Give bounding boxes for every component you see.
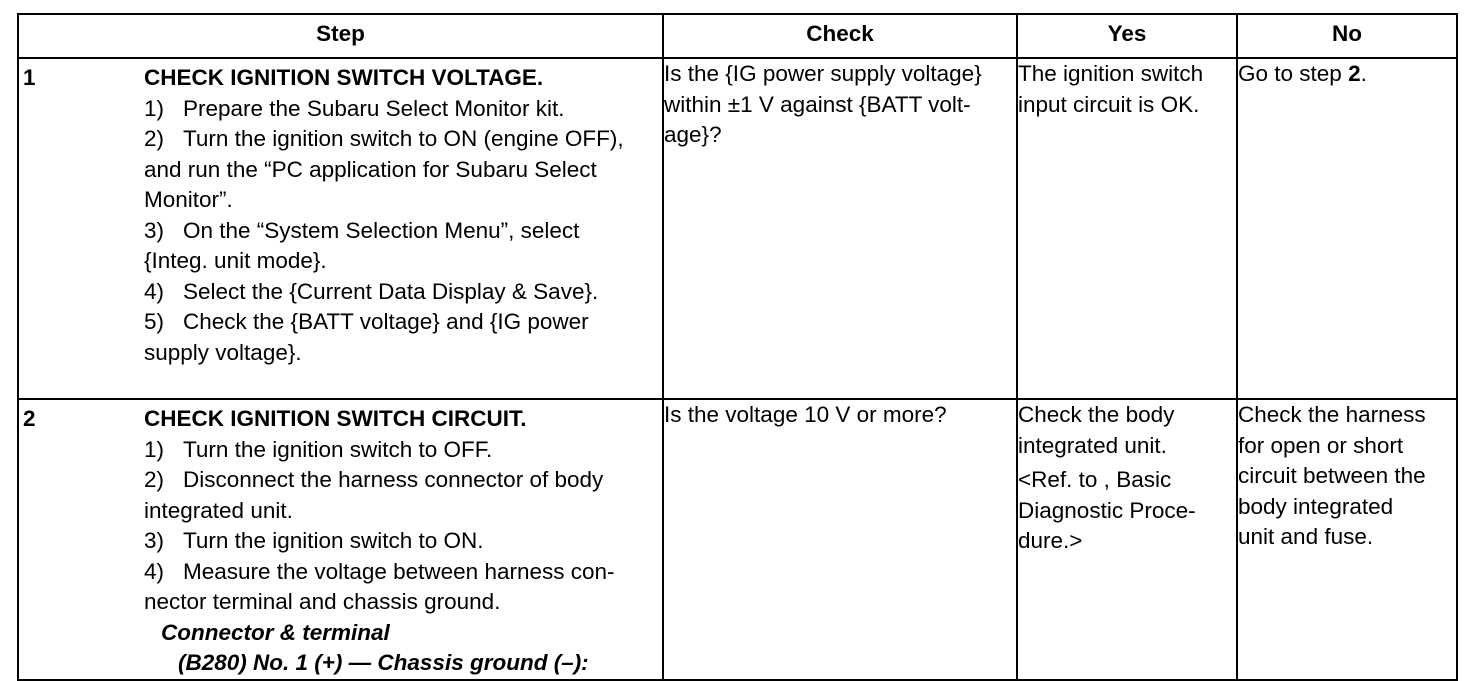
step-number: 1: [23, 65, 36, 90]
yes-line: integrated unit.: [1018, 432, 1167, 458]
yes-line: Check the body: [1018, 402, 1175, 427]
table-header-row: [18, 14, 1457, 58]
table-row: [18, 58, 1457, 399]
substep-text: Turn the ignition switch to ON (engine OFF),: [183, 126, 624, 151]
yes-line: input circuit is OK.: [1018, 91, 1200, 117]
step-body: [144, 59, 662, 370]
substep-number: 4): [144, 558, 165, 584]
substep-text: Turn the ignition switch to OFF.: [183, 436, 493, 462]
substep-text: Check the {BATT voltage} and {IG power: [183, 309, 589, 334]
check-cell: [663, 58, 1017, 399]
check-line: within ±1 V against {BATT volt-: [664, 91, 971, 117]
substep-number: 1): [144, 95, 165, 121]
no-cell: [1237, 58, 1457, 399]
substep-number: 4): [144, 278, 165, 304]
reference-line: dure.>: [1018, 528, 1083, 553]
substep-number: 3): [144, 217, 165, 243]
substep-text: Turn the ignition switch to ON.: [183, 528, 484, 553]
substep-text: Select the {Current Data Display & Save}.: [183, 278, 599, 304]
no-line: unit and fuse.: [1238, 524, 1374, 549]
substep: [144, 277, 658, 308]
table-row: [18, 399, 1457, 680]
connector-label: Connector & terminal: [161, 619, 390, 645]
substep-number: 3): [144, 528, 165, 553]
substep-text: Prepare the Subaru Select Monitor kit.: [183, 95, 565, 121]
no-line: body integrated: [1238, 493, 1394, 519]
substep-continuation: integrated unit.: [144, 497, 293, 523]
substep: [144, 94, 658, 125]
substep-continuation: {Integ. unit mode}.: [144, 248, 327, 273]
reference-link[interactable]: [1018, 465, 1236, 557]
step-number: 2: [23, 406, 36, 431]
go-to-step-number: 2: [1348, 61, 1361, 86]
substep-continuation: Monitor”.: [144, 187, 233, 212]
header-check: Check: [663, 14, 1017, 58]
substep: [144, 124, 658, 155]
substep: [144, 557, 658, 588]
yes-cell: [1017, 399, 1237, 680]
substep: [144, 435, 658, 466]
step-title: CHECK IGNITION SWITCH VOLTAGE.: [144, 65, 544, 90]
reference-line: <Ref. to , Basic: [1018, 467, 1172, 492]
substep: [144, 307, 658, 338]
substep-number: 1): [144, 436, 165, 462]
substep: [144, 216, 658, 247]
check-cell: [663, 399, 1017, 680]
no-line: circuit between the: [1238, 463, 1426, 488]
header-step: Step: [18, 14, 663, 58]
no-cell: [1237, 399, 1457, 680]
substep-continuation: supply voltage}.: [144, 339, 302, 365]
diagnostic-table: [17, 13, 1458, 681]
no-line: for open or short: [1238, 432, 1404, 458]
no-text: Go to step: [1238, 61, 1349, 86]
no-text-suffix: .: [1360, 61, 1367, 86]
check-line: Is the voltage 10 V or more?: [664, 402, 947, 427]
reference-line: Diagnostic Proce-: [1018, 497, 1196, 523]
step-cell: [18, 399, 663, 680]
step-cell: [18, 58, 663, 399]
substep: [144, 526, 658, 557]
check-line: age}?: [664, 122, 722, 147]
substep-text: On the “System Selection Menu”, select: [183, 217, 580, 243]
yes-line: The ignition switch: [1018, 61, 1204, 86]
substep: [144, 465, 658, 496]
check-line: Is the {IG power supply voltage}: [664, 61, 982, 86]
substep-number: 2): [144, 126, 165, 151]
substep-number: 5): [144, 309, 165, 334]
yes-cell: [1017, 58, 1237, 399]
substep-text: Disconnect the harness connector of body: [183, 467, 604, 492]
substep-text: Measure the voltage between harness con-: [183, 558, 615, 584]
step-body: [144, 400, 662, 679]
substep-number: 2): [144, 467, 165, 492]
no-line: Check the harness: [1238, 402, 1426, 427]
substep-continuation: nector terminal and chassis ground.: [144, 589, 501, 614]
substep-continuation: and run the “PC application for Subaru Select: [144, 156, 597, 182]
connector-terminal: (B280) No. 1 (+) — Chassis ground (–):: [178, 650, 589, 675]
header-yes: Yes: [1017, 14, 1237, 58]
header-no: No: [1237, 14, 1457, 58]
step-title: CHECK IGNITION SWITCH CIRCUIT.: [144, 406, 527, 431]
